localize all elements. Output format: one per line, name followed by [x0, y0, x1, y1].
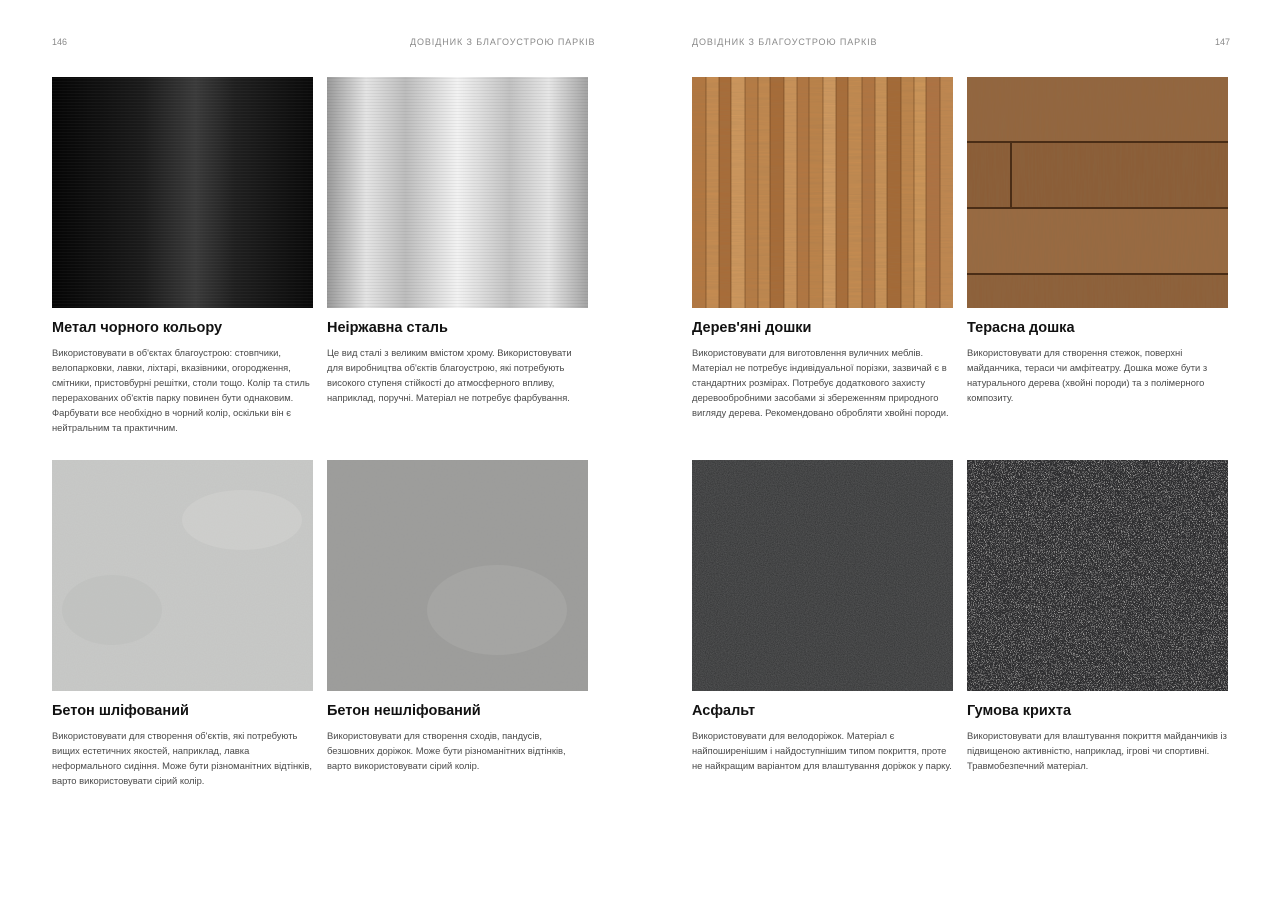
- polished-concrete-texture-image: [52, 460, 313, 691]
- raw-concrete-texture-image: [327, 460, 588, 691]
- material-description: Використовувати для влаштування покриття майданчиків із підвищеною активністю, наприклад, ігрові чи спортивні. Травмобезпечний матеріал.: [967, 730, 1227, 771]
- stainless-steel-texture-image: [327, 77, 588, 308]
- material-description: Використовувати в об'єктах благоустрою: стовпчики, велопарковки, лавки, ліхтарі, вказівники, огородження, смітники, пристовбурні решітки, столи тощо. Колір та стиль перерахованих об'єктів парку повинен бути однаковим. Фарбувати все необхідно в чорний колір, оскільки він є нейтральним та практичним.: [52, 347, 310, 433]
- material-card-rubber-crumb: [967, 460, 1228, 771]
- material-description: Використовувати для створення сходів, пандусів, безшовних доріжок. Може бути різноманітних відтінків, варто використовувати сірий колір.: [327, 730, 566, 771]
- material-card-wooden-planks: [692, 77, 953, 418]
- black-metal-texture-image: [52, 77, 313, 308]
- material-title: Бетон нешліфований: [327, 703, 481, 719]
- material-card-stainless-steel: [327, 77, 588, 403]
- wooden-planks-texture-image: [692, 77, 953, 308]
- material-card-black-metal: [52, 77, 313, 433]
- material-card-polished-concrete: [52, 460, 313, 786]
- running-head-right: ДОВІДНИК З БЛАГОУСТРОЮ ПАРКІВ: [692, 37, 878, 47]
- material-description: Використовувати для велодоріжок. Матеріал є найпоширенішим і найдоступнішим типом покриття, проте не найкращим варіантом для влаштування доріжок у парку.: [692, 730, 952, 771]
- material-description: Це вид сталі з великим вмістом хрому. Використовувати для виробництва об'єктів благоустрою, які потребують високого ступеня стійкості до атмосферного впливу, наприклад, поручні. Матеріал не потребує фарбування.: [327, 347, 572, 403]
- material-title: Гумова крихта: [967, 703, 1072, 719]
- material-description: Використовувати для створення об'єктів, які потребують вищих естетичних якостей, наприклад, лавка неформального сидіння. Може бути різноманітних відтінків, варто використовувати сірий колір.: [52, 730, 312, 786]
- material-card-terrace-decking: [967, 77, 1228, 403]
- material-title: Неіржавна сталь: [327, 320, 448, 336]
- right-page: [640, 0, 1280, 905]
- material-card-asphalt: [692, 460, 953, 771]
- material-description: Використовувати для виготовлення вуличних меблів. Матеріал не потребує індивідуальної порізки, зазвичай є в стандартних розмірах. Потребує додаткового захисту деревообробними засобами зі збереженням природного вигляду дерева. Рекомендовано обробляти хвойні породи.: [692, 347, 949, 418]
- page-number-left: 146: [52, 37, 68, 47]
- material-title: Асфальт: [692, 703, 756, 719]
- material-title: Дерев'яні дошки: [692, 320, 812, 336]
- material-title: Терасна дошка: [967, 320, 1075, 336]
- running-head-left: ДОВІДНИК З БЛАГОУСТРОЮ ПАРКІВ: [410, 37, 596, 47]
- material-card-raw-concrete: [327, 460, 588, 771]
- rubber-crumb-texture-image: [967, 460, 1228, 691]
- asphalt-texture-image: [692, 460, 953, 691]
- material-title: Метал чорного кольору: [52, 320, 223, 336]
- page-number-right: 147: [1215, 37, 1231, 47]
- material-title: Бетон шліфований: [52, 703, 189, 719]
- terrace-decking-texture-image: [967, 77, 1228, 308]
- material-description: Використовувати для створення стежок, поверхні майданчика, тераси чи амфітеатру. Дошка може бути з натурального дерева (хвойні породи) та з полімерного композиту.: [967, 347, 1208, 403]
